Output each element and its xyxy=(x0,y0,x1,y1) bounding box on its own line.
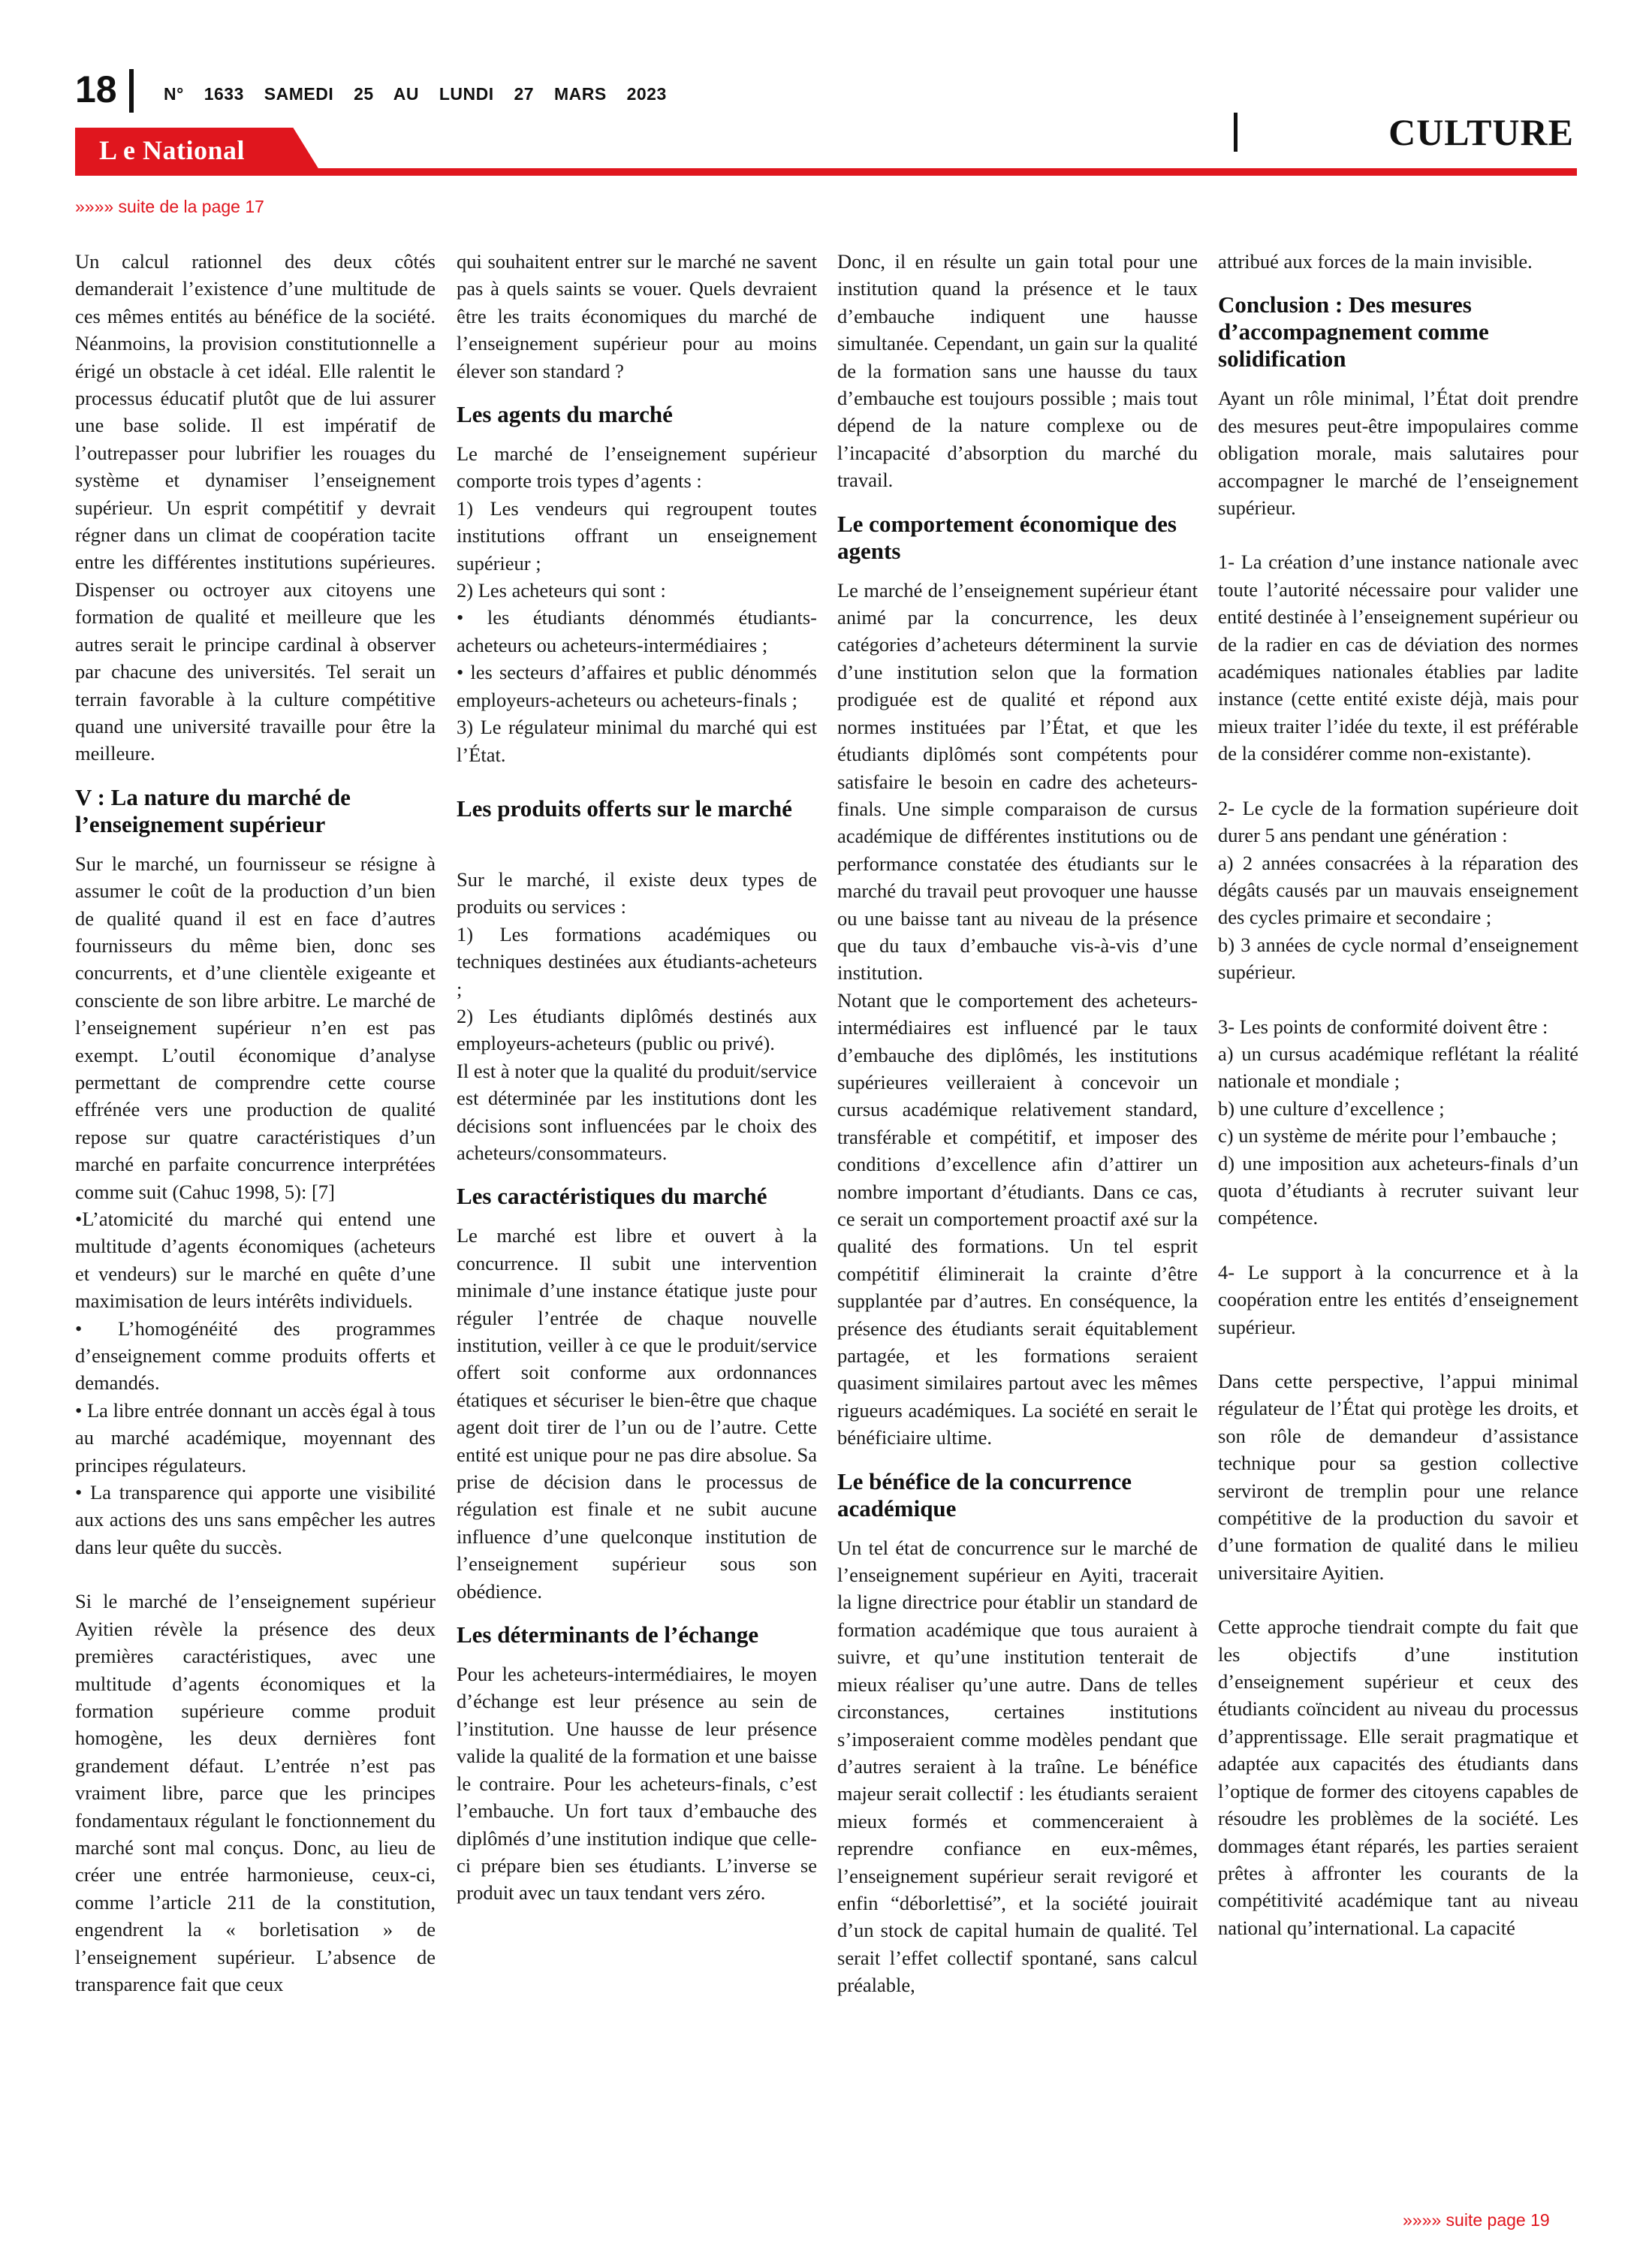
bullet-item: • La libre entrée donnant un accès égal à tous au marché académique, moyennant des principes régulateurs. xyxy=(75,1398,436,1476)
list-item: Sur le marché, il existe deux types de produits ou services : xyxy=(457,867,817,918)
paragraph: qui souhaitent entrer sur le marché ne savent pas à quels saints se vouer. Quels devraient être les traits économiques du marché de l’enseignement supérieur pour au moins élever son standard ? xyxy=(457,250,817,382)
section-title: CULTURE xyxy=(1388,111,1574,153)
paragraph: Ayant un rôle minimal, l’État doit prendre des mesures peut-être impopulaires comme obligation morale, mais salutaires pour accompagner le marché de l’enseignement supérieur. xyxy=(1218,387,1578,520)
section-heading: Les caractéristiques du marché xyxy=(457,1183,767,1210)
issue-date-line: N° 1633 SAMEDI 25 AU LUNDI 27 MARS 2023 xyxy=(164,84,667,104)
list-item: b) 3 années de cycle normal d’enseignement supérieur. xyxy=(1218,933,1578,984)
paragraph: Donc, il en résulte un gain total pour une institution quand la présence et le taux d’embauche indiquent une hausse simultanée. Cependant, un gain sur la qualité de la formation sans une hausse du taux d’embauche est toujours possible ; mais tout dépend de la nature complexe ou de l’incapacité d’absorption du marché du travail. xyxy=(837,250,1198,492)
list-item: 2- Le cycle de la formation supérieure doit durer 5 ans pendant une génération : xyxy=(1218,796,1578,847)
section-heading: Les produits offerts sur le marché xyxy=(457,795,792,822)
page-number: 18 xyxy=(75,68,117,110)
list-item: b) une culture d’excellence ; xyxy=(1218,1096,1445,1120)
article-column-3 xyxy=(837,248,1198,1999)
paragraph: Le marché de l’enseignement supérieur étant animé par la concurrence, les deux catégories d’acheteurs déterminent la survie d’une institution selon que la formation prodiguée est de qualité et répond aux normes instituées par l’État, et que les étudiants diplômés sont compétents pour satisfaire le besoin en cadre des acheteurs-finals. Une simple comparaison de cursus académique de différentes institutions ou de performance constatée des étudiants sur le marché du travail peut provoquer une hausse ou une baisse tant au niveau de la présence que du taux d’embauche vis-à-vis d’une institution. xyxy=(837,578,1198,985)
section-divider xyxy=(1234,113,1237,152)
section-heading: Conclusion : Des mesures d’accompagnement comme solidification xyxy=(1218,291,1489,372)
article-column-2 xyxy=(457,248,817,1907)
section-heading: Le bénéfice de la concurrence académique xyxy=(837,1467,1132,1522)
page-number-divider xyxy=(129,69,134,113)
paragraph: Le marché est libre et ouvert à la concurrence. Il subit une intervention minimale d’une instance étatique juste pour réguler l’entrée de chaque nouvelle institution, veiller à ce que le produit/service offert soit conforme aux ordonnances étatiques et sécuriser le bien-être que chaque agent doit tirer de l’un ou de l’autre. Cette entité est unique pour ne pas dire absolue. Sa prise de décision dans le processus de régulation est finale et ne subit aucune influence d’une quelconque institution de l’enseignement supérieur sous son obédience. xyxy=(457,1224,817,1603)
paragraph: Pour les acheteurs-intermédiaires, le moyen d’échange est leur présence au sein de l’institution. Une hausse de leur présence valide la qualité de la formation et une baisse le contraire. Pour les acheteurs-finals, c’est l’embauche. Un fort taux d’embauche des diplômés d’une institution indique que celle-ci prépare bien ses étudiants. L’inverse se produit avec un taux tendant vers zéro. xyxy=(457,1663,817,1905)
paragraph: Dans cette perspective, l’appui minimal régulateur de l’État qui protège les droits, et son rôle de demandeur d’assistance technique pour sa gestion collective serviront de tremplin pour une relance compétitive de la production du savoir et d’une formation de qualité dans le milieu universitaire Ayitien. xyxy=(1218,1370,1578,1584)
masthead-logo-text: L e National xyxy=(99,135,246,165)
paragraph: Si le marché de l’enseignement supérieur Ayitien révèle la présence des deux premières caractéristiques, avec une multitude d’agents économiques et la formation supérieure comme produit homogène, les deux dernières font grandement défaut. L’entrée n’est pas vraiment libre, parce que les principes fondamentaux régulant le fonctionnement du marché sont mal conçus. Donc, au lieu de créer une entrée harmonieuse, ceux-ci, comme l’article 211 de la constitution, engendrent la « borletisation » de l’enseignement supérieur. L’absence de transparence fait que ceux xyxy=(75,1590,436,1995)
bullet-item: • L’homogénéité des programmes d’enseignement comme produits offerts et demandés. xyxy=(75,1317,436,1395)
paragraph: 4- Le support à la concurrence et à la coopération entre les entités d’enseignement supérieur. xyxy=(1218,1260,1578,1338)
list-item: 1) Les vendeurs qui regroupent toutes institutions offrant un enseignement supérieur ; xyxy=(457,496,817,575)
article-column-1 xyxy=(75,248,436,1998)
paragraph: Un tel état de concurrence sur le marché de l’enseignement supérieur en Ayiti, tracerait la ligne directrice pour établir un standard de formation académique que tous auraient à suivre, et qu’une institution tenterait de mieux réaliser qu’une autre. Dans de telles circonstances, certaines institutions s’imposeraient comme modèles pendant que d’autres seraient à la traîne. Le bénéfice majeur serait collectif : les étudiants seraient mieux formés et commenceraient à reprendre confiance en eux-mêmes, l’enseignement supérieur serait revigoré et enfin “déborlettisé”, et la société jouirait d’un stock de capital humain de qualité. Tel serait l’effet collectif spontané, sans calcul préalable, xyxy=(837,1536,1198,1997)
list-item: 3) Le régulateur minimal du marché qui est l’État. xyxy=(457,716,817,766)
list-item: 3- Les points de conformité doivent être : xyxy=(1218,1015,1548,1038)
list-item: a) un cursus académique reflétant la réalité nationale et mondiale ; xyxy=(1218,1042,1578,1093)
article-column-4 xyxy=(1218,248,1578,1941)
list-item: 2) Les acheteurs qui sont : xyxy=(457,579,666,602)
continued-from-link[interactable]: »»»» suite de la page 17 xyxy=(75,197,264,216)
section-heading: Le comportement économique des agents xyxy=(837,510,1177,564)
continued-to-link[interactable]: »»»» suite page 19 xyxy=(1403,2210,1550,2230)
list-item: • les secteurs d’affaires et public dénommés employeurs-acheteurs ou acheteurs-finals ; xyxy=(457,661,817,711)
list-item: c) un système de mérite pour l’embauche ; xyxy=(1218,1124,1557,1148)
paragraph: attribué aux forces de la main invisible. xyxy=(1218,250,1533,273)
list-item: 2) Les étudiants diplômés destinés aux employeurs-acheteurs (public ou privé). xyxy=(457,1004,817,1055)
list-item: 1) Les formations académiques ou techniques destinées aux étudiants-acheteurs ; xyxy=(457,922,817,1000)
paragraph: Cette approche tiendrait compte du fait que les objectifs d’une institution d’enseignement supérieur et ceux des étudiants coïncident au niveau du processus d’apprentissage. Elle serait pragmatique et adaptée aux capacités des étudiants dans l’optique de former des citoyens capables de résoudre les problèmes de la société. Les dommages étant réparés, les parties seraient prêtes à affronter les courants de la compétitivité académique tant au niveau national qu’international. La capacité xyxy=(1218,1615,1578,1939)
list-item: d) une imposition aux acheteurs-finals d’un quota d’étudiants à recruter suivant leur compétence. xyxy=(1218,1151,1578,1229)
list-item: a) 2 années consacrées à la réparation des dégâts causés par un mauvais enseignement des cycles primaire et secondaire ; xyxy=(1218,851,1578,929)
paragraph: Il est à noter que la qualité du produit/service est déterminée par les institutions dont les décisions sont influencées par le choix des acheteurs/consommateurs. xyxy=(457,1059,817,1164)
section-heading: V : La nature du marché de l’enseignement supérieur xyxy=(75,783,351,837)
list-item: Le marché de l’enseignement supérieur comporte trois types d’agents : xyxy=(457,442,817,493)
paragraph: 1- La création d’une instance nationale avec toute l’autorité nécessaire pour valider une entité destinée à l’enseignement supérieur ou de la radier en cas de déviation des normes académiques nationales établies par ladite instance (cette entité existe déjà, mais pour mieux traiter l’idée du texte, il est préférable de la considérer comme non-existante). xyxy=(1218,550,1578,765)
section-heading: Les déterminants de l’échange xyxy=(457,1621,759,1648)
list-item: • les étudiants dénommés étudiants-acheteurs ou acheteurs-intermédiaires ; xyxy=(457,606,817,656)
paragraph: Sur le marché, un fournisseur se résigne à assumer le coût de la production d’un bien de qualité quand il est en face d’autres fournisseurs du même bien, donc ses concurrents, et d’une clientèle exigeante et consciente de son libre arbitre. Le marché de l’enseignement supérieur n’en est pas exempt. L’outil économique d’analyse permettant de comprendre cette course effrénée vers une production de qualité repose sur quatre caractéristiques d’un marché en parfaite concurrence interprétées comme suit (Cahuc 1998, 5): [7] xyxy=(75,852,436,1203)
bullet-item: • La transparence qui apporte une visibilité aux actions des uns sans empêcher les autres dans leur quête du succès. xyxy=(75,1481,436,1558)
paragraph: Un calcul rationnel des deux côtés demanderait l’existence d’une multitude de ces mêmes entités au bénéfice de la société. Néanmoins, la provision constitutionnelle a érigé un obstacle à cet idéal. Elle ralentit le processus éducatif plutôt que de lui assurer une base solide. Il est impératif de l’outrepasser pour lubrifier les rouages du système et dynamiser l’enseignement supérieur. Un esprit compétitif y devrait régner dans un climat de coopération tacite entre les différentes institutions supérieures. Dispenser ou octroyer aux citoyens une formation de qualité et meilleure que les autres serait le principe cardinal à observer par chacune des universités. Tel serait un terrain favorable à la culture compétitive quand une université travaille pour être la meilleure. xyxy=(75,250,436,765)
paragraph: Notant que le comportement des acheteurs-intermédiaires est influencé par le taux d’embauche des diplômés, les institutions supérieures veilleraient à concevoir un cursus académique relativement standard, transférable et compétitif, et imposer des conditions d’excellence afin d’attirer un nombre important d’étudiants. Dans ce cas, ce serait un comportement proactif axé sur la qualité des formations. Un tel esprit compétitif éliminerait la crainte d’être supplantée par d’autres. En conséquence, la présence des étudiants serait équitablement partagée, et les formations seraient quasiment similaires partout avec les mêmes rigueurs académiques. La société en serait le bénéficiaire ultime. xyxy=(837,988,1198,1449)
bullet-item: •L’atomicité du marché qui entend une multitude d’agents économiques (acheteurs et vendeurs) sur le marché en quête d’une maximisation de leurs intérêts individuels. xyxy=(75,1208,436,1313)
section-heading: Les agents du marché xyxy=(457,401,673,428)
